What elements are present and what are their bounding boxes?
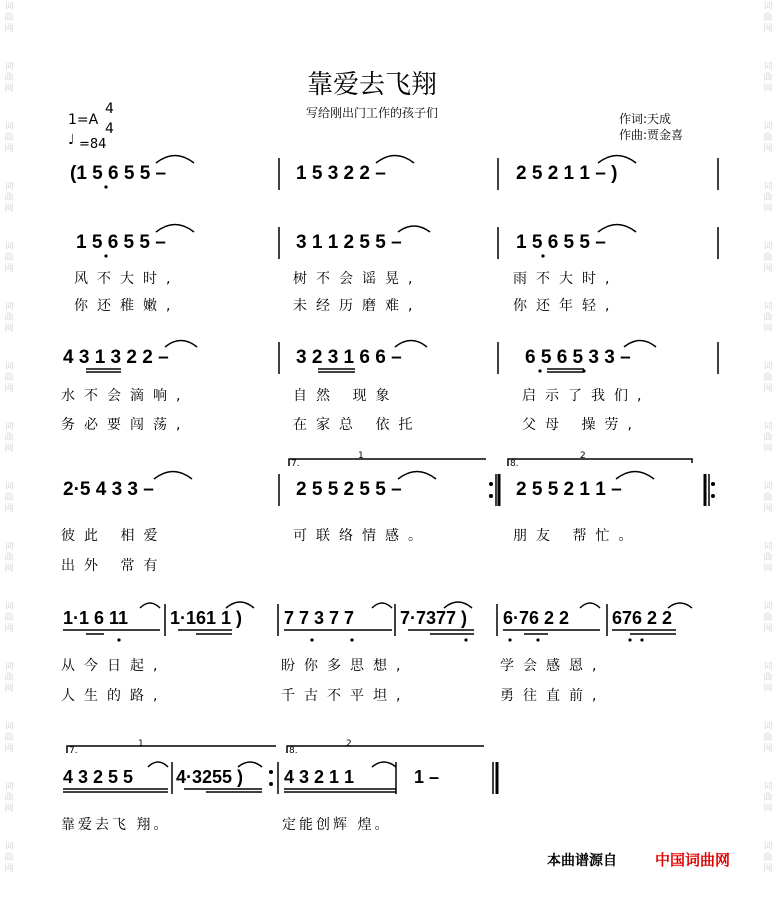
watermark-mark: 词 曲 网 [763, 542, 773, 574]
lyric-l5-a3: 学会感恩, [500, 658, 606, 674]
volta-8-label: 8. [510, 459, 519, 469]
watermark-mark: 词 曲 网 [763, 482, 773, 514]
quarter-note-icon: ♩ [68, 132, 75, 148]
watermark-mark: 词 曲 网 [763, 242, 773, 274]
source-site-link[interactable]: 中国词曲网 [655, 851, 731, 869]
measure-l5-m1: 1·1 6 11 [63, 608, 129, 628]
volta2-7-number: 1 [138, 739, 144, 749]
watermark-mark: 词 曲 网 [4, 782, 14, 814]
measure-l3-m3: 6 5 6 5 3 3 – [525, 347, 631, 368]
lyric-l3-b2: 在家总 依托 [293, 417, 422, 433]
volta2-7-label: 7. [69, 746, 78, 756]
lyric-l3-a2: 自然 现象 [293, 388, 399, 404]
measure-l3-m1: 4 3 1 3 2 2 – [63, 347, 169, 368]
lyric-l4-a1: 彼此 相爱 [61, 528, 167, 544]
lyric-l5-b1: 人生的路, [61, 688, 167, 704]
lyric-l3-b1: 务必要闯荡, [61, 417, 190, 433]
watermark-mark: 词 曲 网 [763, 842, 773, 874]
measure-l5-m3: 7 7 3 7 7 [284, 608, 355, 628]
lyric-l6-a1: 靠爱去飞 翔。 [61, 817, 171, 833]
lyric-l3-a3: 启示了我们, [522, 388, 651, 404]
lyric-l2-b2: 未经历磨难, [293, 298, 422, 314]
song-subtitle: 写给刚出门工作的孩子们 [306, 106, 439, 120]
tempo-mark: =84 [79, 137, 107, 152]
lyric-l2-b3: 你还年轻, [513, 298, 619, 314]
volta-7-number: 1 [358, 451, 364, 461]
measure-l1-m3: 2 5 2 1 1 – ) [516, 163, 618, 184]
measure-l6-m2: 4·3255 ) [176, 767, 244, 787]
lyric-l6-a2: 定能创辉 煌。 [282, 817, 392, 833]
watermark-mark: 词 曲 网 [4, 542, 14, 574]
watermark-mark: 词 曲 网 [763, 422, 773, 454]
watermark-mark: 词 曲 网 [4, 62, 14, 94]
measure-l4-m3: 2 5 5 2 1 1 – [516, 479, 622, 500]
volta2-8-label: 8. [289, 746, 298, 756]
measure-l2-m3: 1 5 6 5 5 – [516, 232, 606, 253]
measure-l4-m1: 2·5 4 3 3 – [63, 479, 154, 500]
watermark-mark: 词 曲 网 [763, 782, 773, 814]
lyric-l4-a2: 可联络情感。 [293, 528, 431, 544]
source-label: 本曲谱源自 [547, 853, 617, 869]
lyric-l5-a1: 从今日起, [61, 658, 167, 674]
watermark-mark: 词 曲 网 [4, 302, 14, 334]
watermark-mark: 词 曲 网 [4, 242, 14, 274]
measure-l4-m2: 2 5 5 2 5 5 – [296, 479, 402, 500]
lyricist: 作词:天成 [619, 112, 672, 126]
watermark-mark: 词 曲 网 [4, 722, 14, 754]
volta-8-number: 2 [580, 451, 586, 461]
watermark-mark: 词 曲 网 [4, 362, 14, 394]
watermark-mark: 词 曲 网 [4, 2, 14, 34]
measure-l1-m2: 1 5 3 2 2 – [296, 163, 386, 184]
watermark-mark: 词 曲 网 [763, 722, 773, 754]
measure-l5-m4: 7·7377 ) [400, 608, 468, 628]
measure-l2-m1: 1 5 6 5 5 – [76, 232, 166, 253]
measure-l5-m5: 6·76 2 2 [503, 608, 570, 628]
lyric-l5-a2: 盼你多思想, [281, 658, 410, 674]
lyric-l4-b1: 出外 常有 [61, 558, 167, 574]
watermark-mark: 词 曲 网 [4, 422, 14, 454]
lyric-l5-b2: 千古不平坦, [281, 688, 410, 704]
lyric-l3-b3: 父母 操劳, [522, 417, 641, 433]
watermark-mark: 词 曲 网 [4, 662, 14, 694]
measure-l6-m3: 4 3 2 1 1 [284, 767, 355, 787]
lyric-l4-a3: 朋友 帮忙。 [513, 528, 642, 544]
watermark-mark: 词 曲 网 [4, 482, 14, 514]
lyric-l2-a3: 雨不大时, [513, 271, 619, 287]
watermark-mark: 词 曲 网 [763, 122, 773, 154]
watermark-mark: 词 曲 网 [763, 62, 773, 94]
watermark-mark: 词 曲 网 [763, 362, 773, 394]
watermark-mark: 词 曲 网 [4, 842, 14, 874]
key-signature: 1=A [68, 112, 99, 128]
composer: 作曲:贾金喜 [619, 128, 684, 142]
measure-l5-m6: 676 2 2 [612, 608, 673, 628]
volta-7-label: 7. [291, 459, 300, 469]
watermark-mark: 词 曲 网 [4, 182, 14, 214]
time-signature-top: 4 [105, 101, 114, 117]
measure-l6-m1: 4 3 2 5 5 [63, 767, 134, 787]
measure-l6-m4: 1 – [414, 767, 440, 787]
watermark-mark: 词 曲 网 [4, 602, 14, 634]
watermark-mark: 词 曲 网 [763, 602, 773, 634]
lyric-l2-b1: 你还稚嫩, [74, 298, 180, 314]
watermark-mark: 词 曲 网 [763, 662, 773, 694]
lyric-l3-a1: 水不会滴响, [61, 388, 190, 404]
song-title: 靠爱去飞翔 [307, 70, 438, 100]
measure-l5-m2: 1·161 1 ) [170, 608, 243, 628]
watermark-mark: 词 曲 网 [4, 122, 14, 154]
watermark-mark: 词 曲 网 [763, 182, 773, 214]
lyric-l5-b3: 勇往直前, [500, 688, 606, 704]
measure-l1-m1: (1 5 6 5 5 – [70, 163, 167, 184]
measure-l2-m2: 3 1 1 2 5 5 – [296, 232, 402, 253]
watermark-mark: 词 曲 网 [763, 2, 773, 34]
measure-l3-m2: 3 2 3 1 6 6 – [296, 347, 402, 368]
lyric-l2-a2: 树不会谣晃, [293, 271, 422, 287]
time-signature-bottom: 4 [105, 121, 114, 137]
watermark-mark: 词 曲 网 [763, 302, 773, 334]
lyric-l2-a1: 风不大时, [74, 271, 180, 287]
volta2-8-number: 2 [346, 739, 352, 749]
